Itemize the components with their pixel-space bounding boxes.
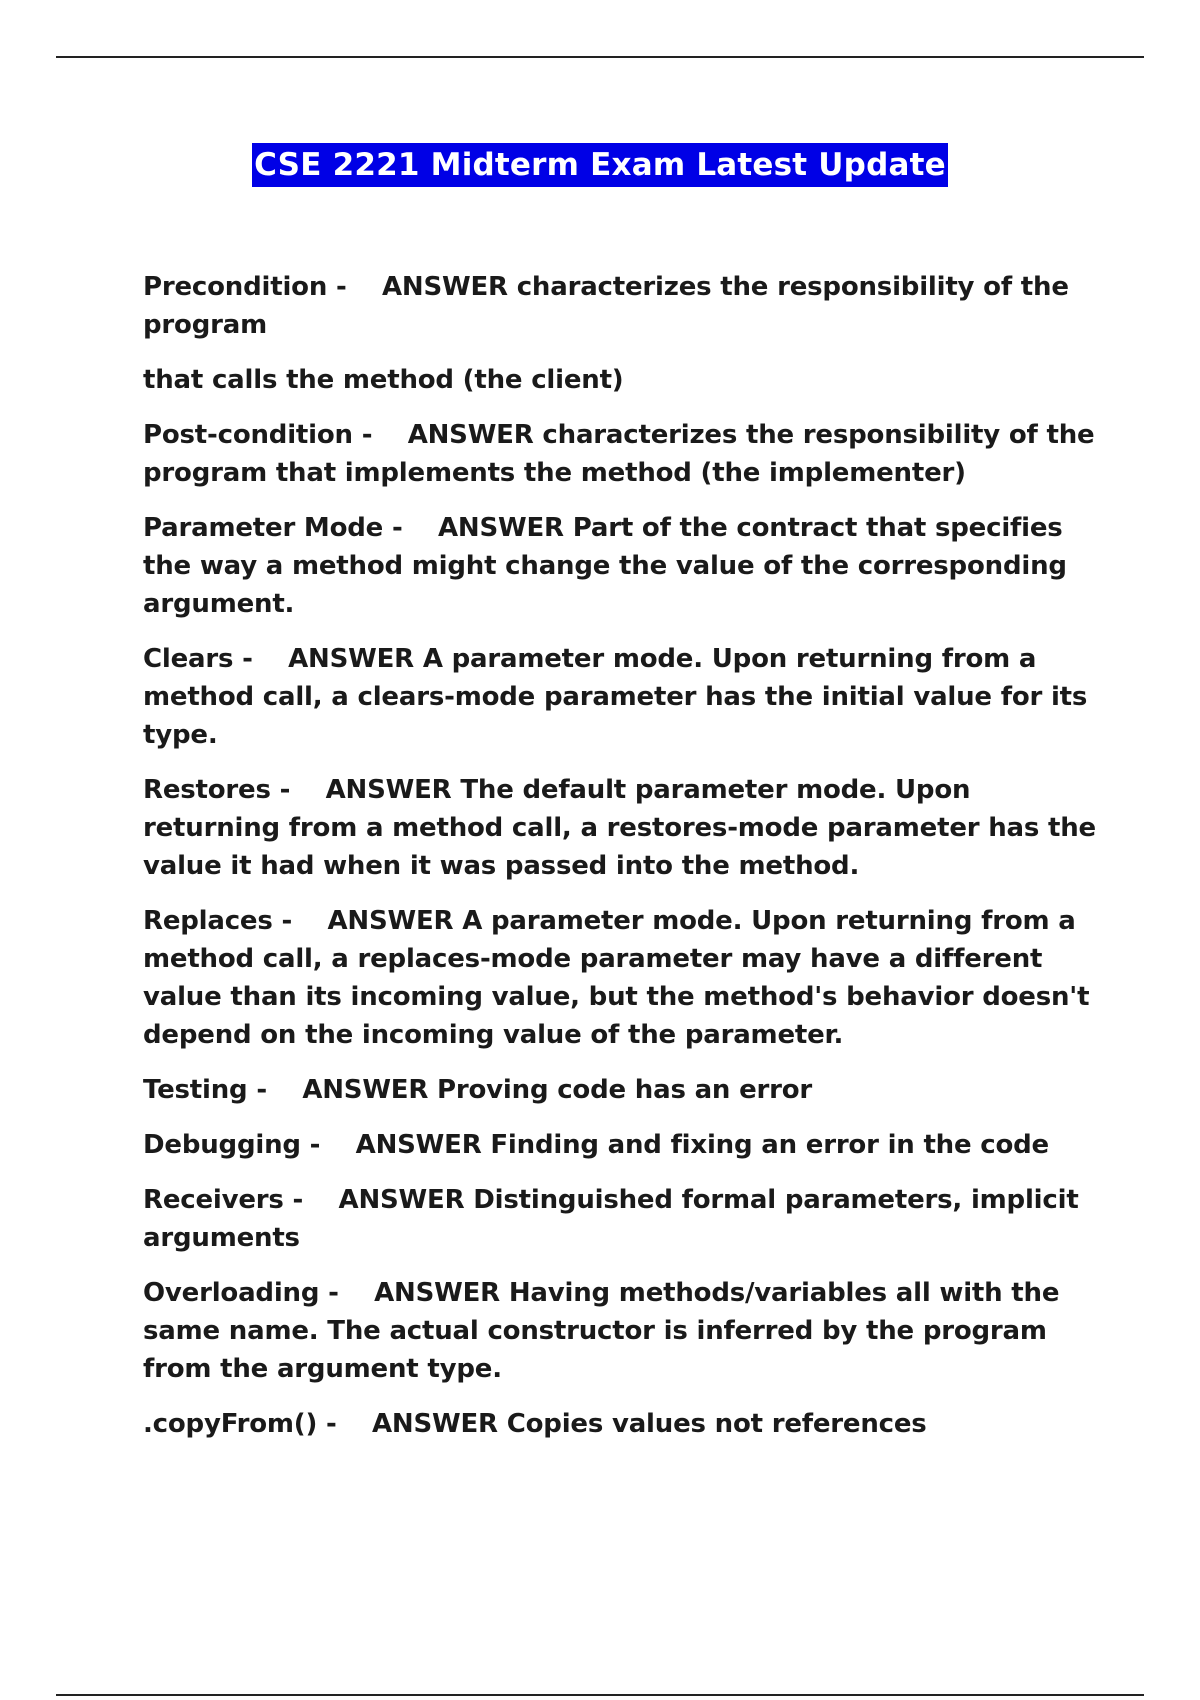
qa-answer: Part of the contract that specifies the way a method might change the value of the corresponding argument. bbox=[143, 513, 1067, 619]
qa-entry-continuation bbox=[143, 361, 1103, 399]
qa-term: Restores bbox=[143, 775, 271, 805]
qa-entry bbox=[143, 1405, 1103, 1443]
qa-answer: The default parameter mode. Upon returning from a method call, a restores-mode parameter has the value it had when it was passed into the method. bbox=[143, 775, 1096, 881]
qa-entry bbox=[143, 1274, 1103, 1388]
qa-term: Parameter Mode bbox=[143, 513, 384, 543]
qa-answer: A parameter mode. Upon returning from a method call, a clears-mode parameter has the initial value for its type. bbox=[143, 644, 1088, 750]
qa-answer: Distinguished formal parameters, implicit arguments bbox=[143, 1185, 1079, 1253]
document-title: CSE 2221 Midterm Exam Latest Update bbox=[252, 143, 948, 187]
qa-answer: Finding and fixing an error in the code bbox=[490, 1130, 1049, 1160]
qa-separator: - ANSWER bbox=[352, 420, 543, 450]
qa-answer: Proving code has an error bbox=[437, 1075, 813, 1105]
qa-term: Precondition bbox=[143, 272, 328, 302]
qa-separator: - ANSWER bbox=[272, 906, 463, 936]
title-container bbox=[0, 143, 1200, 187]
qa-entry bbox=[143, 509, 1103, 623]
qa-entry bbox=[143, 1126, 1103, 1164]
qa-answer: Copies values not references bbox=[506, 1409, 927, 1439]
qa-answer: characterizes the responsibility of the program bbox=[143, 272, 1069, 340]
header-rule bbox=[56, 56, 1144, 58]
qa-answer: characterizes the responsibility of the program that implements the method (the implementer) bbox=[143, 420, 1095, 488]
qa-separator: - ANSWER bbox=[283, 1185, 474, 1215]
qa-list bbox=[143, 268, 1103, 1460]
qa-answer: that calls the method (the client) bbox=[143, 365, 624, 395]
footer-rule bbox=[56, 1694, 1144, 1696]
qa-entry bbox=[143, 640, 1103, 754]
qa-term: Receivers bbox=[143, 1185, 284, 1215]
qa-entry bbox=[143, 771, 1103, 885]
qa-answer: A parameter mode. Upon returning from a method call, a replaces-mode parameter may have a different value than its incoming value, but the method's behavior doesn't depend on the incoming value of the parameter. bbox=[143, 906, 1090, 1050]
qa-term: .copyFrom() bbox=[143, 1409, 318, 1439]
qa-term: Testing bbox=[143, 1075, 248, 1105]
qa-entry bbox=[143, 416, 1103, 492]
qa-entry bbox=[143, 268, 1103, 344]
qa-term: Replaces bbox=[143, 906, 273, 936]
qa-term: Debugging bbox=[143, 1130, 301, 1160]
qa-separator: - ANSWER bbox=[300, 1130, 491, 1160]
qa-entry bbox=[143, 902, 1103, 1054]
qa-separator: - ANSWER bbox=[233, 644, 423, 674]
qa-separator: - ANSWER bbox=[327, 272, 517, 302]
qa-term: Overloading bbox=[143, 1278, 320, 1308]
qa-entry bbox=[143, 1181, 1103, 1257]
qa-separator: - ANSWER bbox=[270, 775, 461, 805]
qa-separator: - ANSWER bbox=[247, 1075, 438, 1105]
qa-term: Post-condition bbox=[143, 420, 353, 450]
qa-term: Clears bbox=[143, 644, 234, 674]
qa-separator: - ANSWER bbox=[383, 513, 573, 543]
qa-entry bbox=[143, 1071, 1103, 1109]
qa-separator: - ANSWER bbox=[317, 1409, 507, 1439]
qa-separator: - ANSWER bbox=[319, 1278, 509, 1308]
qa-answer: Having methods/variables all with the same name. The actual constructor is inferred by the program from the argument type. bbox=[143, 1278, 1060, 1384]
